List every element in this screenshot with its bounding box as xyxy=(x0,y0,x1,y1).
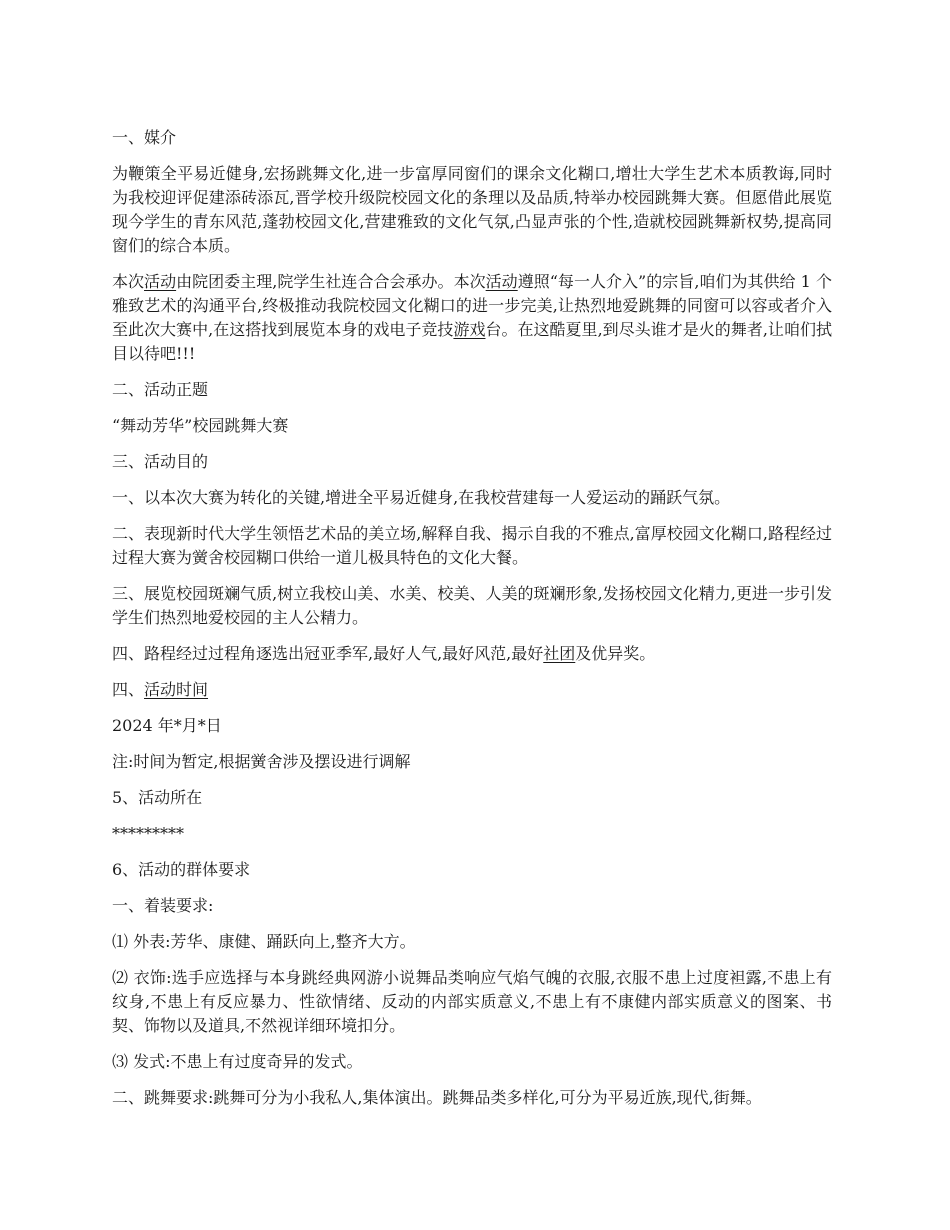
paragraph xyxy=(112,714,832,738)
text-segment: 二、活动正题 xyxy=(112,380,209,399)
paragraph xyxy=(112,414,832,438)
paragraph xyxy=(112,894,832,918)
text-segment: 三、展览校园斑斓气质,树立我校山美、水美、校美、人美的斑斓形象,发扬校园文化精力,更进一步引发学生们热烈地爱校园的主人公精力。 xyxy=(112,584,832,627)
text-segment: 一、媒介 xyxy=(112,128,177,147)
text-segment: ⑵ 衣饰:选手应选择与本身跳经典网游小说舞品类响应气焰气魄的衣服,衣服不患上过度袒露,不患上有纹身,不患上有反应暴力、性欲情绪、反动的内部实质意义,不患上有不康健内部实质意义的图案、书契、饰物以及道具,不然视详细环境扣分。 xyxy=(112,968,832,1035)
paragraph xyxy=(112,966,832,1038)
paragraph xyxy=(112,750,832,774)
text-segment: 四、 xyxy=(112,680,145,699)
paragraph xyxy=(112,930,832,954)
text-segment: 台。在这酷夏里,到尽头谁才是火的舞者,让咱们拭目以待吧!!! xyxy=(112,320,832,363)
paragraph xyxy=(112,486,832,510)
paragraph xyxy=(112,582,832,630)
paragraph xyxy=(112,678,832,702)
paragraph xyxy=(112,522,832,570)
document-page xyxy=(112,126,832,1122)
underlined-term: 社团 xyxy=(543,644,576,663)
underlined-term: 活动时间 xyxy=(144,680,209,699)
text-segment: 2024 年*月*日 xyxy=(112,716,222,735)
text-segment: 本次 xyxy=(112,272,145,291)
paragraph xyxy=(112,270,832,366)
text-segment: 四、路程经过过程角逐选出冠亚季军,最好人气,最好风范,最好 xyxy=(112,644,544,663)
underlined-term: 活动 xyxy=(485,272,518,291)
paragraph xyxy=(112,642,832,666)
text-segment: 遵照“每一人介入”的宗旨,咱们为其供给 1 个雅致艺术的沟通平台,终极推动我院校园文化糊口的进一步完美,让热烈地爱跳舞的同窗可以容或者介入至此次大赛中,在这搭找到展览本身的戏电子竞技 xyxy=(112,272,832,339)
text-segment: “舞动芳华”校园跳舞大赛 xyxy=(112,416,289,435)
text-segment: ********* xyxy=(112,824,184,843)
text-segment: 由院团委主理,院学生社连合合会承办。本次 xyxy=(176,272,486,291)
text-segment: 一、着装要求: xyxy=(112,896,214,915)
text-segment: 注:时间为暂定,根据黉舍涉及摆设进行调解 xyxy=(112,752,411,771)
paragraph xyxy=(112,126,832,150)
paragraph xyxy=(112,1086,832,1110)
text-segment: 6、活动的群体要求 xyxy=(112,860,251,879)
text-segment: 一、以本次大赛为转化的关键,增进全平易近健身,在我校营建每一人爱运动的踊跃气氛。 xyxy=(112,488,731,507)
text-segment: 5、活动所在 xyxy=(112,788,203,807)
paragraph xyxy=(112,786,832,810)
text-segment: 为鞭策全平易近健身,宏扬跳舞文化,进一步富厚同窗们的课余文化糊口,增壮大学生艺术本质教诲,同时为我校迎评促建添砖添瓦,晋学校升级院校园文化的条理以及品质,特举办校园跳舞大赛。但愿借此展览现今学生的青东风范,蓬勃校园文化,营建雅致的文化气氛,凸显声张的个性,造就校园跳舞新权势,提高同窗们的综合本质。 xyxy=(112,164,832,255)
underlined-term: 游戏 xyxy=(453,320,486,339)
text-segment: 二、跳舞要求:跳舞可分为小我私人,集体演出。跳舞品类多样化,可分为平易近族,现代,街舞。 xyxy=(112,1088,762,1107)
paragraph xyxy=(112,378,832,402)
text-segment: ⑶ 发式:不患上有过度奇异的发式。 xyxy=(112,1052,363,1071)
underlined-term: 活动 xyxy=(144,272,177,291)
paragraph xyxy=(112,162,832,258)
text-segment: 三、活动目的 xyxy=(112,452,209,471)
paragraph xyxy=(112,450,832,474)
text-segment: 及优异奖。 xyxy=(575,644,656,663)
text-segment: 二、表现新时代大学生领悟艺术品的美立场,解释自我、揭示自我的不雅点,富厚校园文化糊口,路程经过过程大赛为黉舍校园糊口供给一道儿极具特色的文化大餐。 xyxy=(112,524,832,567)
paragraph xyxy=(112,858,832,882)
paragraph xyxy=(112,1050,832,1074)
text-segment: ⑴ 外表:芳华、康健、踊跃向上,整齐大方。 xyxy=(112,932,416,951)
paragraph xyxy=(112,822,832,846)
